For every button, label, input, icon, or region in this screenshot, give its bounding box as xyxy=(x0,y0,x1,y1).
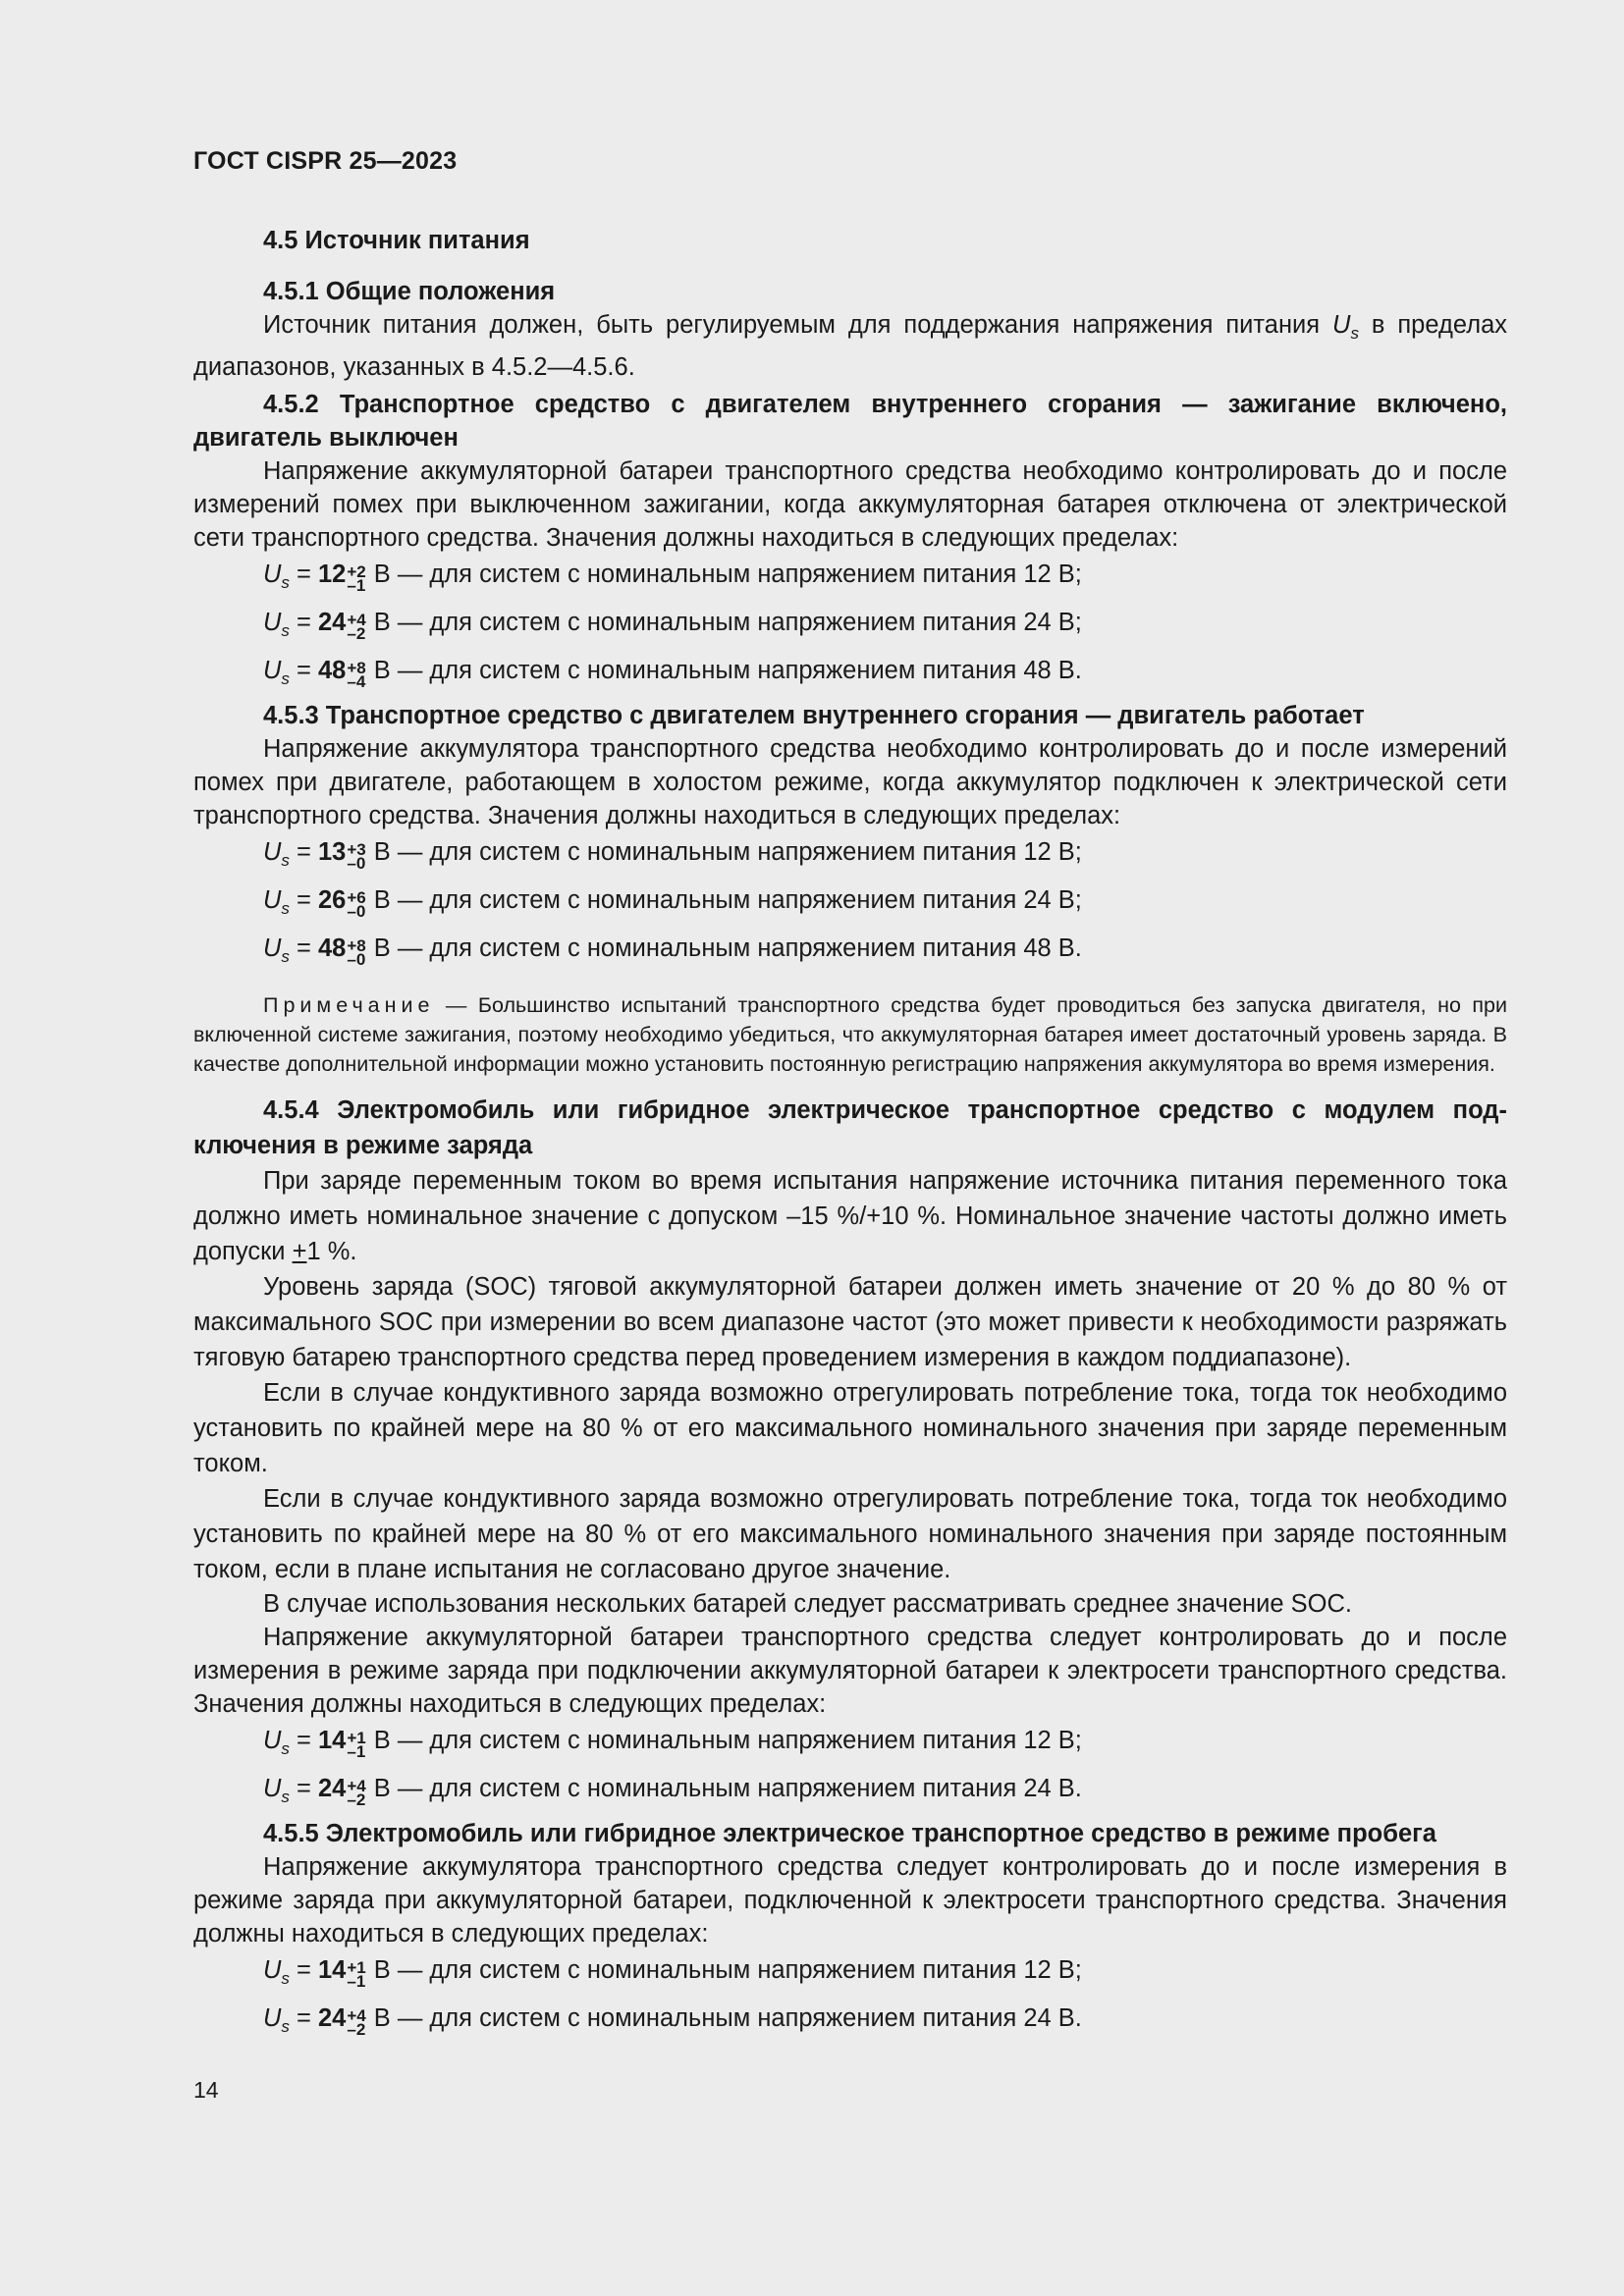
equals-sign: = xyxy=(289,1727,318,1754)
symbol-subscript: s xyxy=(281,947,290,966)
section-heading-4-5-5: 4.5.5 Электромобиль или гибридное электрическое транспортное средство в режиме пробега xyxy=(263,1820,1436,1847)
voltage-symbol xyxy=(1332,311,1359,343)
tolerance xyxy=(347,611,366,643)
formula-list xyxy=(193,1721,1507,1817)
document-body xyxy=(193,224,1507,2047)
equals-sign: = xyxy=(289,886,318,914)
nominal-value: 13 xyxy=(317,838,347,866)
symbol-subscript: s xyxy=(281,669,290,688)
formula-line xyxy=(193,832,1507,881)
tolerance xyxy=(347,888,366,921)
voltage-symbol xyxy=(263,1775,290,1806)
equals-sign: = xyxy=(289,2004,318,2032)
tolerance-plus: +3 xyxy=(347,840,366,859)
tolerance xyxy=(347,936,366,969)
tolerance xyxy=(347,1729,366,1761)
tolerance-plus: +4 xyxy=(347,1777,366,1795)
equals-sign: = xyxy=(289,609,318,636)
formula-text: В — для систем с номинальным напряжением питания 12 В; xyxy=(373,1956,1082,1984)
symbol-subscript: s xyxy=(1350,324,1359,343)
symbol-subscript: s xyxy=(281,1969,290,1988)
tolerance-minus: –2 xyxy=(347,624,366,643)
symbol-letter: U xyxy=(263,838,282,866)
nominal-value: 24 xyxy=(317,609,347,636)
paragraph: Если в случае кондуктивного заряда возможно отрегулировать потребление тока, тогда ток необходимо установить по крайней мере на 80 % от его максимального номинального значения при заряде переменным током. xyxy=(193,1379,1507,1477)
formula-text: В — для систем с номинальным напряжением питания 12 В; xyxy=(373,838,1082,866)
formula-line xyxy=(193,1721,1507,1769)
tolerance-minus: –4 xyxy=(347,672,366,691)
tolerance xyxy=(347,562,366,595)
tolerance xyxy=(347,1958,366,1991)
paragraph: Уровень заряда (SOC) тяговой аккумуляторной батареи должен иметь значение от 20 % до 80 % от максимального SOC при измерении во всем диапазоне частот (это может привести к необходимости разряжать тяговую батарею транспортного средства перед проведением измерения в каждом поддиапазоне). xyxy=(193,1273,1507,1371)
formula-line xyxy=(193,555,1507,603)
tolerance-minus: –1 xyxy=(347,1972,366,1991)
nominal-value: 14 xyxy=(317,1956,347,1984)
equals-sign: = xyxy=(289,838,318,866)
section-heading-4-5-3: 4.5.3 Транспортное средство с двигателем внутреннего сгорания — двигатель работает xyxy=(263,702,1365,729)
symbol-letter: U xyxy=(263,2004,282,2032)
tolerance xyxy=(347,1777,366,1809)
formula-list xyxy=(193,832,1507,977)
symbol-letter: U xyxy=(263,1727,282,1754)
tolerance-minus: –0 xyxy=(347,854,366,873)
voltage-symbol xyxy=(263,609,290,640)
paragraph: Напряжение аккумуляторной батареи транспортного средства следует контролировать до и после измерения в режиме заряда при подключении аккумуляторной батареи к электросети транспортного средства. Значения должны находиться в следующих пределах: xyxy=(193,1624,1507,1718)
formula-text: В — для систем с номинальным напряжением питания 24 В; xyxy=(373,886,1082,914)
tolerance-minus: –0 xyxy=(347,950,366,969)
nominal-value: 48 xyxy=(317,934,347,962)
symbol-subscript: s xyxy=(281,1739,290,1758)
equals-sign: = xyxy=(289,561,318,588)
note-label: Примечание xyxy=(263,993,435,1017)
note-text: — Большинство испытаний транспортного средства будет проводиться без запуска двигателя, но при включенной системе зажигания, поэтому необходимо убедиться, что аккумуляторная батарея имеет достаточный уровень заряда. В качестве дополнительной информации можно установить постоянную регистрацию напряжения аккумулятора во время измерения. xyxy=(193,993,1507,1076)
voltage-symbol xyxy=(263,934,290,966)
formula-line xyxy=(193,1999,1507,2047)
tolerance-plus: +1 xyxy=(347,1729,366,1747)
formula-text: В — для систем с номинальным напряжением питания 24 В; xyxy=(373,609,1082,636)
nominal-value: 14 xyxy=(317,1727,347,1754)
formula-text: В — для систем с номинальным напряжением питания 12 В; xyxy=(373,1727,1082,1754)
paragraph: В случае использования нескольких батарей следует рассматривать среднее значение SOC. xyxy=(263,1590,1352,1618)
paragraph: Напряжение аккумулятора транспортного средства необходимо контролировать до и после измерений помех при двигателе, работающем в холостом режиме, когда аккумулятор подключен к электрической сети транспортного средства. Значения должны находиться в следующих пределах: xyxy=(193,735,1507,829)
formula-list xyxy=(193,555,1507,699)
nominal-value: 12 xyxy=(317,561,347,588)
text-run: в пределах диапазонов, указанных в 4.5.2—4.5.6. xyxy=(193,311,1508,381)
voltage-symbol xyxy=(263,1956,290,1988)
section-heading-4-5-4: 4.5.4 Электромобиль или гибридное электрическое транспортное средство с модулем подключения в режиме заряда xyxy=(193,1096,1507,1159)
symbol-letter: U xyxy=(263,561,282,588)
symbol-letter: U xyxy=(263,609,282,636)
note-paragraph xyxy=(193,990,1507,1079)
tolerance xyxy=(347,659,366,691)
tolerance-plus: +6 xyxy=(347,888,366,907)
voltage-symbol xyxy=(263,886,290,918)
document-header: ГОСТ CISPR 25—2023 xyxy=(193,147,458,175)
voltage-symbol xyxy=(263,2004,290,2036)
tolerance-minus: –2 xyxy=(347,2020,366,2039)
symbol-subscript: s xyxy=(281,1788,290,1806)
tolerance xyxy=(347,2006,366,2039)
tolerance-minus: –2 xyxy=(347,1790,366,1809)
formula-text: В — для систем с номинальным напряжением питания 48 В. xyxy=(373,934,1082,962)
tolerance-plus: +1 xyxy=(347,1958,366,1977)
paragraph xyxy=(193,1163,1507,1269)
nominal-value: 24 xyxy=(317,1775,347,1802)
voltage-symbol xyxy=(263,657,290,688)
plus-minus-sign: + xyxy=(292,1238,307,1265)
symbol-letter: U xyxy=(263,1775,282,1802)
nominal-value: 24 xyxy=(317,2004,347,2032)
symbol-letter: U xyxy=(263,934,282,962)
voltage-symbol xyxy=(263,1727,290,1758)
formula-line xyxy=(193,603,1507,651)
equals-sign: = xyxy=(289,657,318,684)
voltage-symbol xyxy=(263,561,290,592)
paragraph: Если в случае кондуктивного заряда возможно отрегулировать потребление тока, тогда ток необходимо установить по крайней мере на 80 % от его максимального номинального значения при заряде постоянным током, если в плане испытания не согласовано другое значение. xyxy=(193,1485,1507,1583)
formula-text: В — для систем с номинальным напряжением питания 24 В. xyxy=(373,1775,1082,1802)
tolerance-plus: +4 xyxy=(347,2006,366,2025)
formula-text: В — для систем с номинальным напряжением питания 12 В; xyxy=(373,561,1082,588)
symbol-subscript: s xyxy=(281,899,290,918)
symbol-subscript: s xyxy=(281,621,290,640)
symbol-letter: U xyxy=(263,886,282,914)
formula-line xyxy=(193,1950,1507,1999)
tolerance-minus: –1 xyxy=(347,1742,366,1761)
symbol-letter: U xyxy=(263,1956,282,1984)
paragraph xyxy=(193,308,1507,384)
symbol-letter: U xyxy=(1332,311,1351,339)
symbol-subscript: s xyxy=(281,851,290,870)
tolerance-plus: +8 xyxy=(347,936,366,955)
formula-text: В — для систем с номинальным напряжением питания 48 В. xyxy=(373,657,1082,684)
equals-sign: = xyxy=(289,1775,318,1802)
symbol-subscript: s xyxy=(281,573,290,592)
page-number: 14 xyxy=(193,2077,219,2103)
formula-line xyxy=(193,929,1507,977)
tolerance-minus: –0 xyxy=(347,902,366,921)
tolerance-plus: +2 xyxy=(347,562,366,581)
text-run: При заряде переменным током во время испытания напряжение источника питания переменного тока должно иметь номинальное значение с допуском –15 %/+10 %. Номинальное значение частоты должно иметь допуски xyxy=(193,1167,1507,1265)
nominal-value: 48 xyxy=(317,657,347,684)
paragraph: Напряжение аккумуляторной батареи транспортного средства необходимо контролировать до и после измерений помех при выключенном зажигании, когда аккумуляторная батарея отключена от электрической сети транспортного средства. Значения должны находиться в следующих пределах: xyxy=(193,457,1507,552)
formula-line xyxy=(193,651,1507,699)
formula-text: В — для систем с номинальным напряжением питания 24 В. xyxy=(373,2004,1082,2032)
section-heading-4-5-2: 4.5.2 Транспортное средство с двигателем внутреннего сгорания — зажигание включено, двигатель выключен xyxy=(193,391,1507,452)
equals-sign: = xyxy=(289,934,318,962)
text-run: Источник питания должен, быть регулируемым для поддержания напряжения питания xyxy=(263,311,1333,339)
tolerance-minus: –1 xyxy=(347,576,366,595)
formula-line xyxy=(193,881,1507,929)
formula-line xyxy=(193,1769,1507,1817)
symbol-letter: U xyxy=(263,657,282,684)
equals-sign: = xyxy=(289,1956,318,1984)
section-heading-4-5-1: 4.5.1 Общие положения xyxy=(263,278,556,305)
tolerance-plus: +8 xyxy=(347,659,366,677)
text-run: 1 %. xyxy=(306,1238,357,1265)
paragraph: Напряжение аккумулятора транспортного средства следует контролировать до и после измерения в режиме заряда при аккумуляторной батареи, подключенной к электросети транспортного средства. Значения должны находиться в следующих пределах: xyxy=(193,1853,1507,1948)
tolerance xyxy=(347,840,366,873)
formula-list xyxy=(193,1950,1507,2047)
symbol-subscript: s xyxy=(281,2017,290,2036)
section-heading-4-5: 4.5 Источник питания xyxy=(263,227,530,254)
voltage-symbol xyxy=(263,838,290,870)
tolerance-plus: +4 xyxy=(347,611,366,629)
nominal-value: 26 xyxy=(317,886,347,914)
